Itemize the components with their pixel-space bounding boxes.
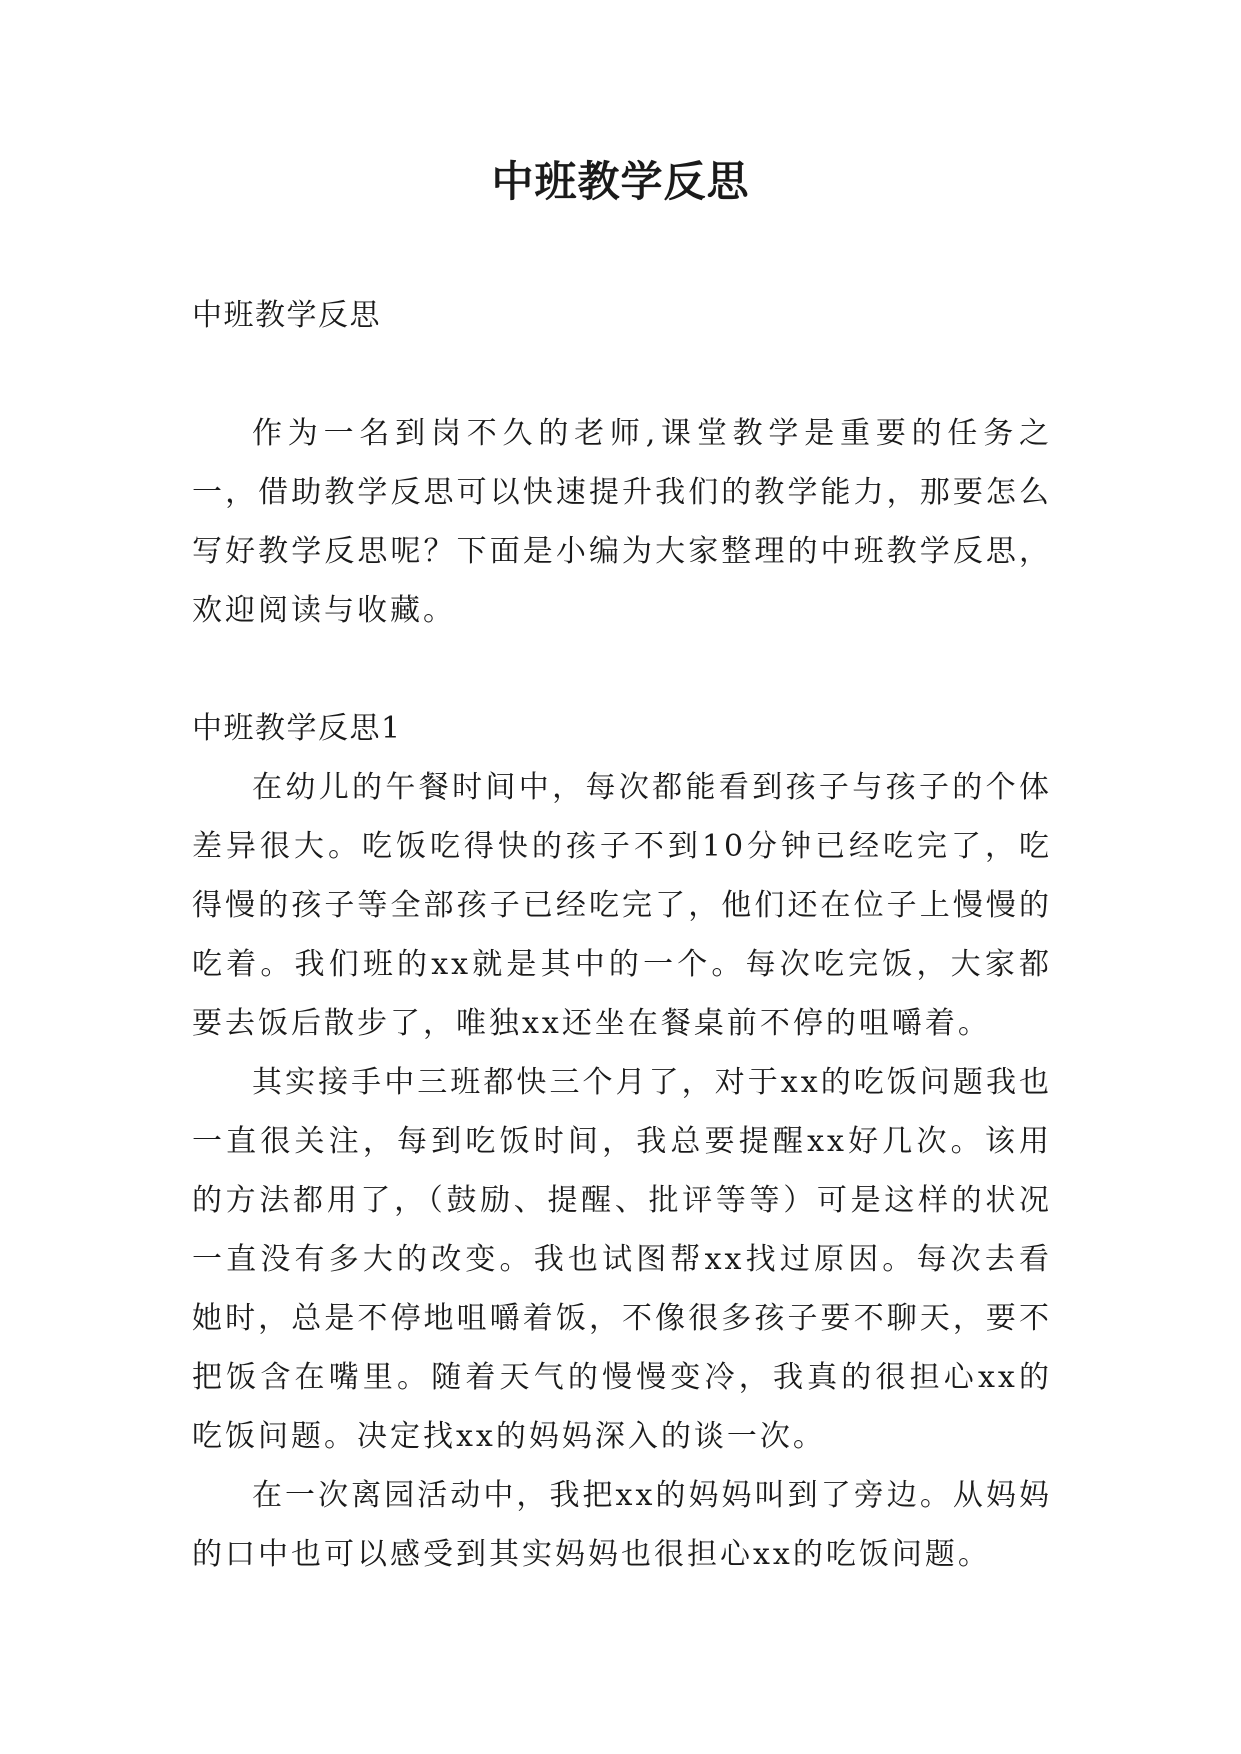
body-paragraph: 其实接手中三班都快三个月了，对于xx的吃饭问题我也一直很关注，每到吃饭时间，我总要提醒xx好几次。该用的方法都用了，（鼓励、提醒、批评等等）可是这样的状况一直没有多大的改变。我也试图帮xx找过原因。每次去看她时，总是不停地咀嚼着饭，不像很多孩子要不聊天，要不把饭含在嘴里。随着天气的慢慢变冷，我真的很担心xx的吃饭问题。决定找xx的妈妈深入的谈一次。 — [192, 1065, 1052, 1454]
body-paragraph: 在幼儿的午餐时间中，每次都能看到孩子与孩子的个体差异很大。吃饭吃得快的孩子不到10分钟已经吃完了，吃得慢的孩子等全部孩子已经吃完了，他们还在位子上慢慢的吃着。我们班的xx就是其中的一个。每次吃完饭，大家都要去饭后散步了，唯独xx还坐在餐桌前不停的咀嚼着。 — [192, 770, 1052, 1041]
document-body — [192, 286, 1052, 1584]
document-title: 中班教学反思 — [491, 157, 750, 206]
body-paragraph: 在一次离园活动中，我把xx的妈妈叫到了旁边。从妈妈的口中也可以感受到其实妈妈也很担心xx的吃饭问题。 — [192, 1478, 1052, 1572]
document-subtitle: 中班教学反思 — [192, 298, 381, 333]
section-heading: 中班教学反思1 — [192, 711, 402, 746]
section — [192, 699, 1052, 1584]
spacer — [192, 345, 1052, 404]
intro-paragraph: 作为一名到岗不久的老师,课堂教学是重要的任务之一，借助教学反思可以快速提升我们的教学能力，那要怎么写好教学反思呢？下面是小编为大家整理的中班教学反思，欢迎阅读与收藏。 — [192, 416, 1052, 628]
spacer — [192, 640, 1052, 699]
